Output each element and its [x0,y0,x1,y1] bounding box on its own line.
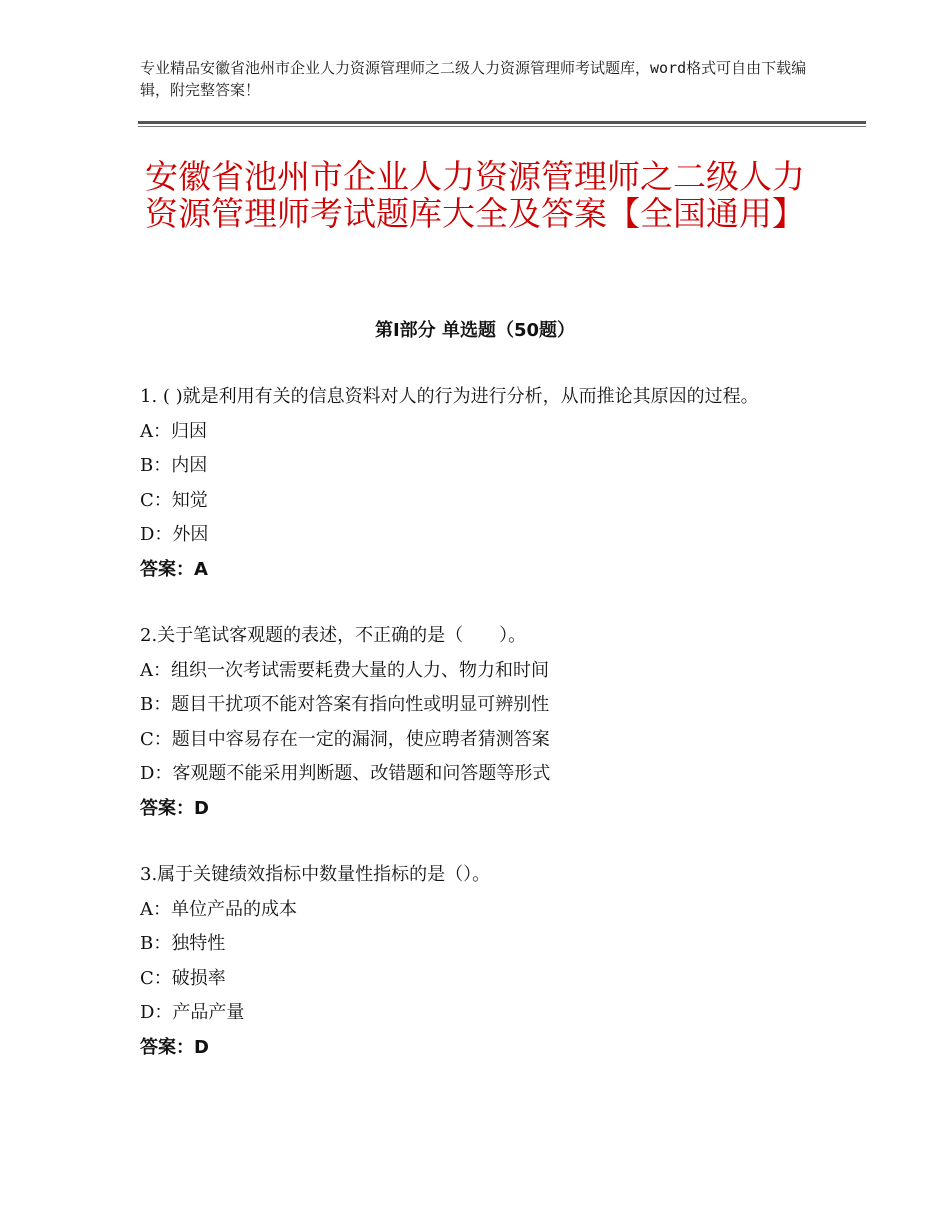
option-a: A：组织一次考试需要耗费大量的人力、物力和时间 [140,659,549,681]
option-b: B：题目干扰项不能对答案有指向性或明显可辨别性 [140,694,550,715]
answer-line: 答案：D [140,797,209,819]
option-c: C：题目中容易存在一定的漏洞，使应聘者猜测答案 [140,728,550,750]
option-b: B：内因 [140,455,208,476]
option-a: A：归因 [140,420,207,442]
answer-line: 答案：A [140,558,208,580]
question-stem: 2.关于笔试客观题的表述，不正确的是（ ）。 [140,625,527,646]
section-title: 第Ⅰ部分 单选题（50题） [374,320,575,341]
header-note: 专业精品安徽省池州市企业人力资源管理师之二级人力资源管理师考试题库，word格式可自由下载编辑，附完整答案！ [140,59,807,99]
option-c: C：破损率 [140,967,226,989]
question-stem: 1. ( )就是利用有关的信息资料对人的行为进行分析，从而推论其原因的过程。 [140,386,759,407]
document-title: 安徽省池州市企业人力资源管理师之二级人力资源管理师考试题库大全及答案【全国通用】 [145,157,805,233]
question-2 [140,619,820,826]
question-1 [140,380,820,587]
answer-line: 答案：D [140,1036,209,1058]
option-a: A：单位产品的成本 [140,898,297,920]
question-3 [140,858,820,1065]
header-rule-thick [138,121,866,124]
option-d: D：产品产量 [140,1002,245,1023]
question-list [140,380,820,1097]
option-d: D：客观题不能采用判断题、改错题和问答题等形式 [140,763,551,784]
option-c: C：知觉 [140,489,208,511]
header-rule-thin [138,126,866,127]
option-b: B：独特性 [140,933,226,954]
question-stem: 3.属于关键绩效指标中数量性指标的是（）。 [140,864,491,885]
option-d: D：外因 [140,524,209,545]
